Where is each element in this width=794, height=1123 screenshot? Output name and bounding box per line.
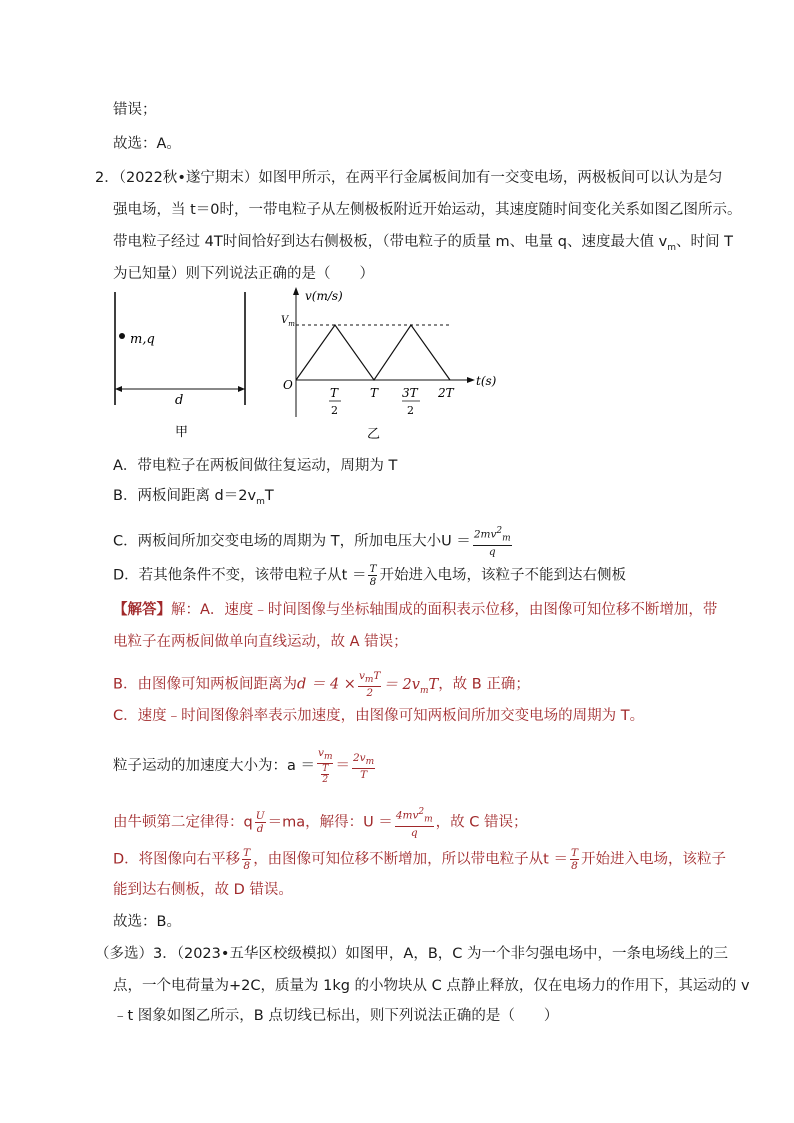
answer-a-line-2: 电粒子在两板间做单向直线运动，故 A 错误； (113, 634, 408, 650)
distance-arrow-right (238, 386, 245, 392)
distance-arrow-left (115, 386, 122, 392)
tick-t-label: T (370, 386, 379, 400)
q2-stem-line-2: 强电场，当 t＝0时，一带电粒子从左侧极板附近开始运动，其速度随时间变化关系如图乙图所示。 (113, 202, 742, 218)
particle-label: m,q (130, 332, 155, 347)
answer-c-line-1: C．速度﹣时间图像斜率表示加速度，由图像可知两板间所加交变电场的周期为 T。 (113, 708, 645, 724)
tick-two-t-label: 2T (438, 386, 454, 400)
prev-line-2: 故选：A。 (113, 136, 181, 152)
q3-stem-line-3: ﹣t 图象如图乙所示，B 点切线已标出，则下列说法正确的是（ ） (113, 1008, 559, 1024)
option-b: B．两板间距离 $d=2v_mT$ (113, 488, 274, 507)
distance-label: d (175, 393, 184, 408)
velocity-curve (296, 325, 450, 380)
answer-d-line-2: 能到达右侧板，故 D 错误。 (113, 882, 293, 898)
vm-label: $V_m$ (281, 315, 295, 328)
x-axis-arrow (467, 377, 475, 383)
q2-stem-line-3: 带电粒子经过 4T时间恰好到达右侧极板，（带电粒子的质量 m、电量 q、速度最大值 $v_m$、时间 T (113, 234, 733, 253)
tick-three-half-t-num: 3T (402, 386, 418, 400)
q2-stem-line-4: 为已知量）则下列说法正确的是（ ） (113, 266, 374, 282)
answer-b: B．由图像可知两板间距离为d ＝ 4 × $\frac{v_mT}{2}$ ＝ $2v_mT$，故 B 正确； (113, 670, 530, 700)
q3-stem-line-1: （多选）3．（2023•五华区校级模拟）如图甲，A，B，C 为一个非匀强电场中，一条电场线上的三 (95, 946, 729, 962)
q2-stem-line-1: 2．（2022秋•遂宁期末）如图甲所示，在两平行金属板间加有一交变电场，两极板间可以认为是匀 (95, 170, 723, 186)
figure-a-caption: 甲 (175, 425, 189, 440)
y-axis-label: v(m/s) (305, 289, 343, 303)
figure-vt-graph (275, 283, 505, 443)
y-axis-arrow (293, 287, 299, 295)
answer-d-line-1: D．将图像向右平移 $\frac{T}{8}$ ，由图像可知位移不断增加，所以带电粒子从t ＝ $\frac{T}{8}$ 开始进入电场，该粒子 (113, 847, 726, 872)
tick-three-half-t-den: 2 (407, 404, 414, 417)
figure-b-caption: 乙 (367, 427, 381, 442)
x-axis-label: t(s) (476, 374, 497, 388)
answer-c-line-2: 粒子运动的加速度大小为：a ＝ $\frac{v_m}{\frac{T}{2}}$ ＝ $\frac{2v_m}{T}$ (113, 747, 375, 786)
option-c: C．两板间所加交变电场的周期为 T，所加电压大小U ＝ $\frac{2mv^2_m}{q}$ (113, 526, 511, 558)
q3-stem-line-2: 点，一个电荷量为+2C，质量为 1kg 的小物块从 C 点静止释放，仅在电场力的作用下，其运动的 v (113, 978, 750, 994)
answer-a-line-1: 【解答】解：A．速度﹣时间图像与坐标轴围成的面积表示位移，由图像可知位移不断增加，带 (113, 602, 718, 618)
answer-c-line-3: 由牛顿第二定律得：q $\frac{U}{d}$ ＝ma，解得：U ＝ $\frac{4mv^2_m}{q}$ ，故 C 错误； (113, 807, 528, 839)
option-d: D．若其他条件不变，该带电粒子从t ＝ $\frac{T}{8}$ 开始进入电场，该粒子不能到达右侧板 (113, 563, 626, 588)
charged-particle (119, 333, 125, 339)
figure-plates (105, 290, 255, 440)
prev-line-1: 错误； (113, 102, 157, 118)
answer-choice: 故选：B。 (113, 914, 181, 930)
option-a: A．带电粒子在两板间做往复运动，周期为 T (113, 458, 398, 474)
origin-label: O (283, 378, 293, 392)
tick-half-t-den: 2 (331, 404, 338, 417)
tick-half-t-num: T (330, 386, 339, 400)
